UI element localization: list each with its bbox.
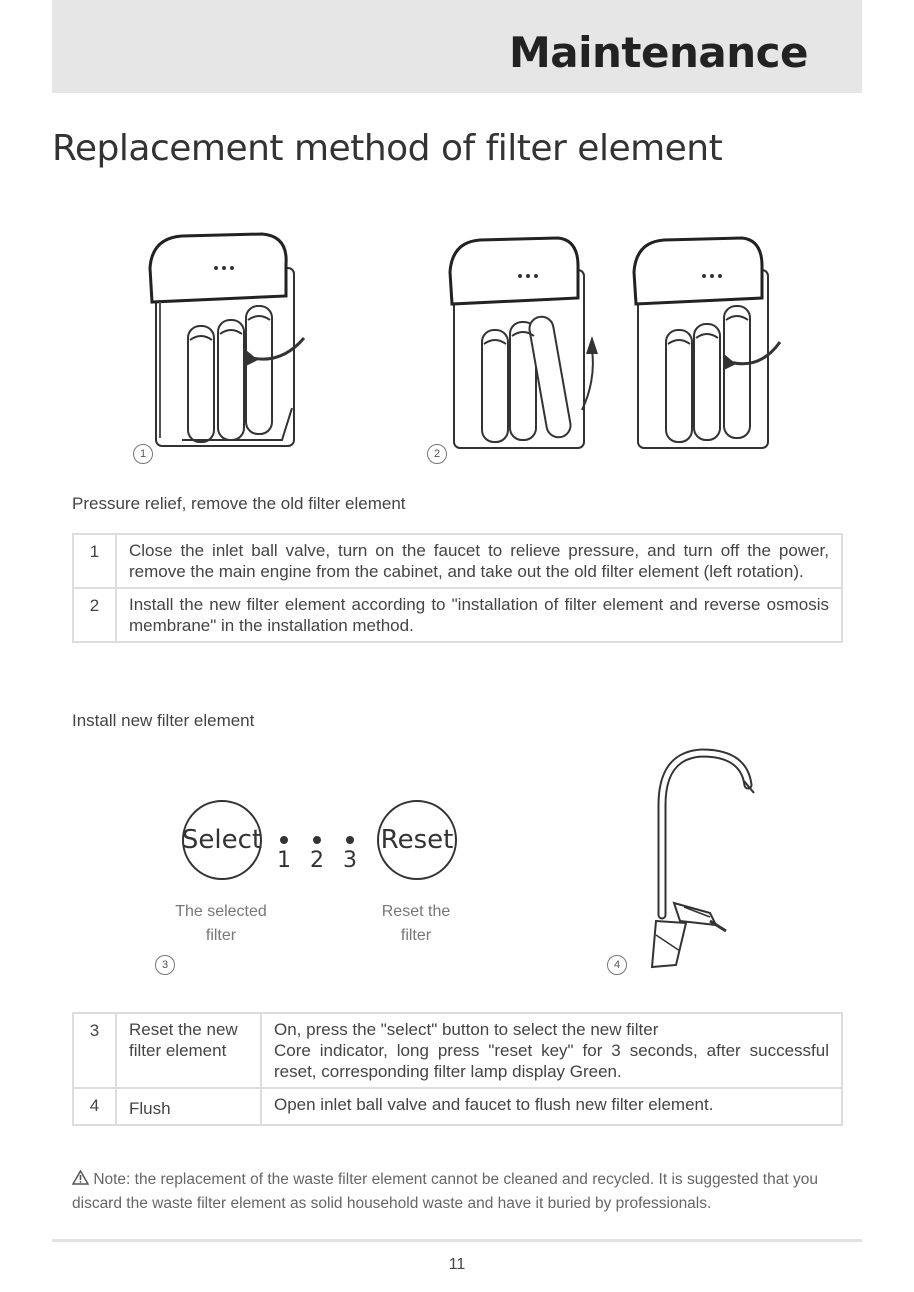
table-row [73, 588, 842, 642]
purifier-lift-out-illustration [446, 230, 606, 452]
table-row [73, 534, 842, 588]
faucet-illustration [640, 745, 770, 975]
note-text: Note: the replacement of the waste filter element cannot be cleaned and recycled. It is suggested that you discard the waste filter element as solid household waste and have it buried by professionals. [72, 1171, 818, 1212]
table-row [73, 1088, 842, 1125]
step-name: Flush [116, 1088, 261, 1125]
step-number: 1 [73, 534, 116, 588]
indicator-dot-3 [346, 836, 354, 844]
indicator-label-2: 2 [310, 848, 324, 873]
step-text [261, 1088, 842, 1125]
select-caption-line2: filter [205, 927, 237, 944]
step-number: 2 [73, 588, 116, 642]
page-number: 11 [448, 1256, 466, 1273]
footer-divider [52, 1239, 862, 1242]
select-caption [151, 900, 291, 948]
step-text [261, 1013, 842, 1088]
page-title: Replacement method of filter element [52, 128, 723, 169]
indicator-label-3: 3 [343, 848, 357, 873]
select-caption-line1: The selected [175, 903, 267, 920]
reset-caption [346, 900, 486, 948]
indicator-label-1: 1 [277, 848, 291, 873]
header-band [52, 0, 862, 93]
step-marker-3: 3 [155, 955, 175, 975]
step-text-line1: Open inlet ball valve and faucet to flush new filter element. [274, 1095, 714, 1114]
step-marker-1: 1 [133, 444, 153, 464]
step-name: Reset the new filter element [116, 1013, 261, 1088]
section-label-install: Install new filter element [72, 711, 255, 730]
step-marker-2: 2 [427, 444, 447, 464]
table-row [73, 1013, 842, 1088]
indicator-dot-2 [313, 836, 321, 844]
step-text-line2: Core indicator, long press "reset key" for 3 seconds, after successful reset, corresponding filter lamp display Green. [274, 1041, 829, 1081]
indicator-dot-1 [280, 836, 288, 844]
reset-caption-line2: filter [400, 927, 432, 944]
step-marker-4: 4 [607, 955, 627, 975]
steps-table-remove [72, 533, 843, 643]
step-text: Install the new filter element according to "installation of filter element and reverse osmosis membrane" in the installation method. [116, 588, 842, 642]
note-paragraph [72, 1168, 842, 1216]
steps-table-install [72, 1012, 843, 1126]
step-number: 3 [73, 1013, 116, 1088]
select-button-diagram: Select [182, 800, 262, 880]
header-title: Maintenance [508, 28, 808, 77]
step-number: 4 [73, 1088, 116, 1125]
purifier-left-rotation-illustration [142, 228, 312, 450]
purifier-reinstall-illustration [630, 230, 790, 452]
reset-caption-line1: Reset the [381, 903, 451, 920]
section-label-remove: Pressure relief, remove the old filter element [72, 494, 406, 513]
step-text-line1: On, press the "select" button to select the new filter [274, 1020, 659, 1039]
warning-icon [72, 1170, 89, 1185]
step-text: Close the inlet ball valve, turn on the faucet to relieve pressure, and turn off the power, remove the main engine from the cabinet, and take out the old filter element (left rotation). [116, 534, 842, 588]
reset-button-diagram: Reset [377, 800, 457, 880]
